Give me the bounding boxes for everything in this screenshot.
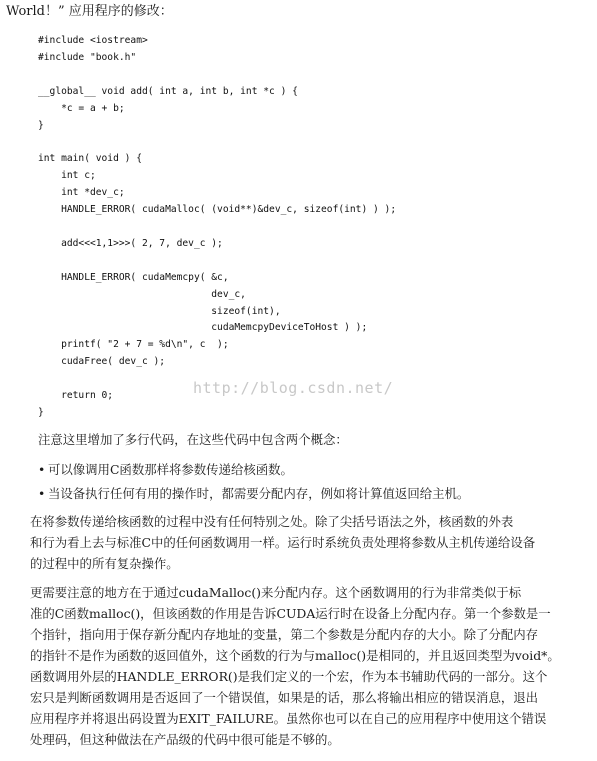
code-line: #include "book.h" [38,51,137,63]
paragraph-line: 的过程中的所有复杂操作。 [30,556,179,571]
paragraph-line: 函数调用外层的HANDLE_ERROR()是我们定义的一个宏，作为本书辅助代码的一部分。这个 [30,669,548,684]
code-line: printf( "2 + 7 = %d\n", c ); [38,339,229,351]
paragraph-line: 应用程序并将退出码设置为EXIT_FAILURE。虽然你也可以在自己的应用程序中使用这个错误 [30,711,547,726]
code-line: int *dev_c; [38,187,125,199]
list-item [38,482,469,506]
code-line: int c; [38,170,96,182]
intro-text: World！” 应用程序的修改： [6,4,173,19]
code-line: add<<<1,1>>>( 2, 7, dev_c ); [38,237,223,249]
paragraph-line: 的指针不是作为函数的返回值外，这个函数的行为与malloc()是相同的，并且返回类型为void*。 [30,648,560,663]
concept-list [38,458,469,506]
code-line: sizeof(int), [38,305,281,317]
code-line: int main( void ) { [38,153,142,165]
code-listing [38,33,396,422]
paragraph-line: 宏只是判断函数调用是否返回了一个错误值，如果是的话，那么将输出相应的错误消息，退出 [30,690,539,705]
code-line: cudaMemcpyDeviceToHost ) ); [38,322,368,334]
bullet-text: 当设备执行任何有用的操作时，都需要分配内存，例如将计算值返回给主机。 [48,486,470,501]
paragraph-line: 更需要注意的地方在于通过cudaMalloc()来分配内存。这个函数调用的行为非常类似于标 [30,585,522,600]
paragraph-line: 处理码，但这种做法在产品级的代码中很可能是不够的。 [30,732,340,747]
paragraph-line: 个指针，指向用于保存新分配内存地址的变量，第二个参数是分配内存的大小。除了分配内存 [30,627,539,642]
code-line: __global__ void add( int a, int b, int *c ) { [38,85,298,97]
paragraph-memory [30,582,560,750]
code-line: } [38,406,44,418]
code-line: cudaFree( dev_c ); [38,356,166,368]
paragraph-line: 和行为看上去与标准C中的任何函数调用一样。运行时系统负责处理将参数从主机传递给设备 [30,535,536,550]
code-line: HANDLE_ERROR( cudaMalloc( (void**)&dev_c, sizeof(int) ) ); [38,204,397,216]
bullet-icon: • [38,486,46,501]
paragraph-line: 准的C函数malloc()，但该函数的作用是告诉CUDA运行时在设备上分配内存。第一个参数是一 [30,606,551,621]
list-item [38,458,469,482]
paragraph-line: 在将参数传递给核函数的过程中没有任何特别之处。除了尖括号语法之外，核函数的外表 [30,514,514,529]
code-line: *c = a + b; [38,102,125,114]
code-line: #include <iostream> [38,35,148,46]
watermark-text: http://blog.csdn.net/ [193,379,394,397]
code-line: HANDLE_ERROR( cudaMemcpy( &c, [38,271,229,283]
bullet-text: 可以像调用C函数那样将参数传递给核函数。 [48,462,293,477]
code-line: return 0; [38,390,114,402]
paragraph-parameters [30,511,535,574]
note-paragraph: 注意这里增加了多行代码，在这些代码中包含两个概念： [38,432,348,447]
code-line: dev_c, [38,288,246,300]
code-line: } [38,119,44,131]
bullet-icon: • [38,462,46,477]
